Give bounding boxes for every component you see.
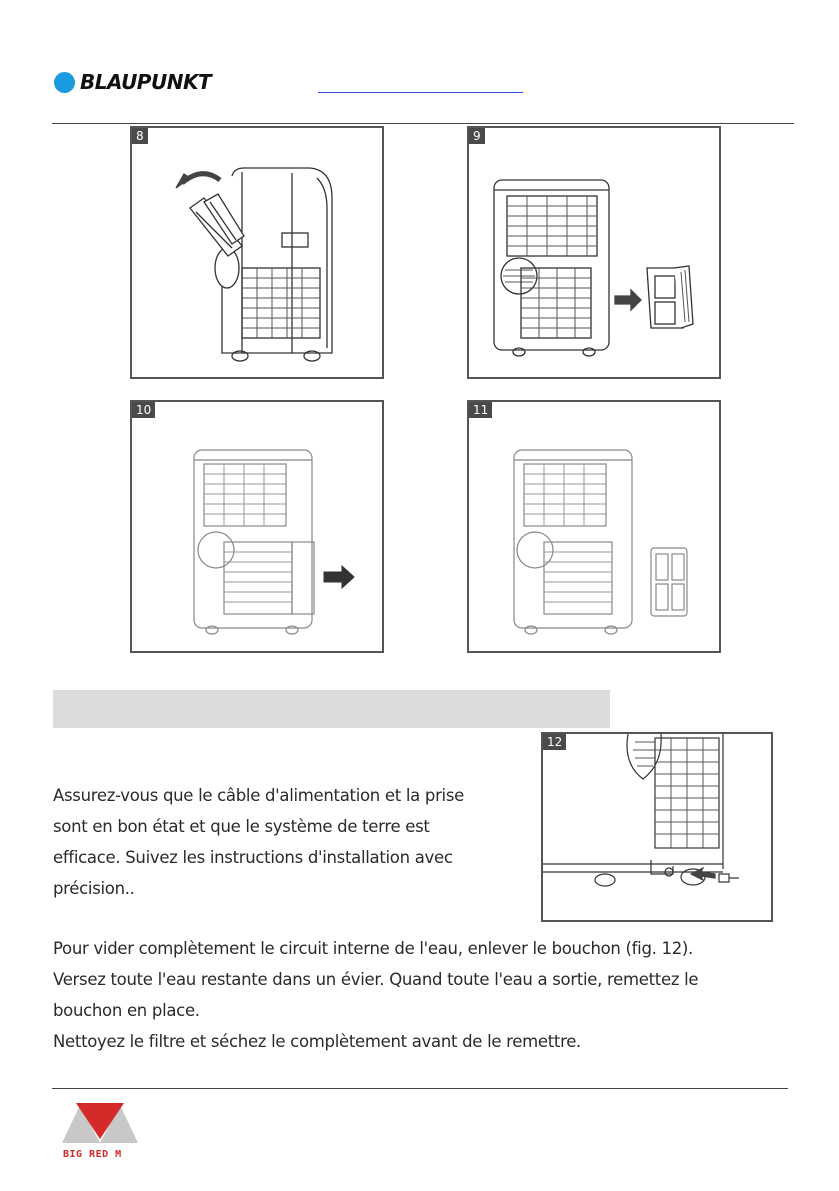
- svg-text:BIG RED M: BIG RED M: [63, 1149, 122, 1160]
- brand-dot-icon: [54, 72, 75, 93]
- figure-number: 10: [132, 402, 155, 418]
- intro-line: précision..: [53, 879, 135, 898]
- header-link-underline[interactable]: [318, 92, 523, 93]
- big-red-m-logo-icon: [62, 1101, 138, 1163]
- intro-line: efficace. Suivez les instructions d'installation avec: [53, 848, 453, 867]
- footer-divider: [52, 1088, 788, 1089]
- body-line: Versez toute l'eau restante dans un évier. Quand toute l'eau a sortie, remettez le: [53, 970, 699, 989]
- drain-plug-removal-illustration: [543, 734, 771, 920]
- section-heading-band: [53, 690, 610, 728]
- ac-unit-side-filter-illustration: [132, 128, 382, 377]
- ac-unit-filter-removed-illustration: [469, 402, 719, 651]
- figure-10: [130, 400, 384, 653]
- figure-number: 8: [132, 128, 148, 144]
- figure-number: 11: [469, 402, 492, 418]
- ac-unit-back-filter-removal-illustration: [469, 128, 719, 377]
- figure-number: 9: [469, 128, 485, 144]
- body-line: Nettoyez le filtre et séchez le complètement avant de le remettre.: [53, 1032, 582, 1051]
- blaupunkt-logo: [54, 70, 211, 94]
- figure-9: [467, 126, 721, 379]
- brand-name: BLAUPUNKT: [80, 70, 212, 94]
- intro-line: sont en bon état et que le système de terre est: [53, 817, 430, 836]
- intro-line: Assurez-vous que le câble d'alimentation et la prise: [53, 786, 464, 805]
- body-line: bouchon en place.: [53, 1001, 200, 1020]
- figure-11: [467, 400, 721, 653]
- body-line: Pour vider complètement le circuit interne de l'eau, enlever le bouchon (fig. 12).: [53, 939, 694, 958]
- intro-paragraph: [53, 780, 523, 904]
- header-divider: [52, 123, 794, 124]
- figure-12: [541, 732, 773, 922]
- figure-8: [130, 126, 384, 379]
- figure-number: 12: [543, 734, 566, 750]
- ac-unit-filter-slide-out-illustration: [132, 402, 382, 651]
- big-red-m-logo: [62, 1101, 138, 1163]
- body-paragraph: [53, 933, 798, 1057]
